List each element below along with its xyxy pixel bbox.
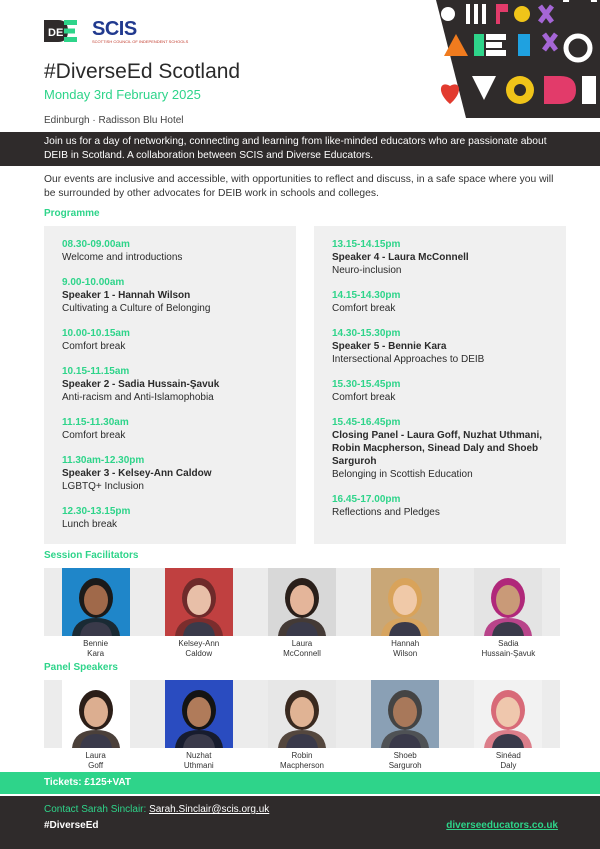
programme-description: Anti-racism and Anti-Islamophobia [62,392,214,403]
person-name [83,639,108,659]
person-last-name: Hussain-Şavuk [481,649,536,658]
facilitators-row [44,568,560,659]
programme-left-column [44,226,296,544]
programme-description: Cultivating a Culture of Belonging [62,303,211,314]
person-last-name: Sarguroh [388,761,422,770]
person-card [56,568,136,659]
person-photo [474,568,542,636]
person-card [365,568,445,659]
logos [44,16,188,46]
scis-logo-subtitle: SCOTTISH COUNCIL OF INDEPENDENT SCHOOLS [92,38,189,44]
person-photo [62,680,130,748]
person-first-name: Nuzhat [186,751,212,760]
person-name [178,639,219,659]
programme-item [332,289,548,315]
person-first-name: Sadia [498,639,519,648]
programme-description: Belonging in Scottish Education [332,469,473,480]
person-photo [62,568,130,636]
contact-email-link[interactable]: Sarah.Sinclair@scis.org.uk [149,804,270,815]
intro-text: Our events are inclusive and accessible, with opportunities to reflect and discuss, in a safe space where you will be surrounded by other advocates for DEIB work in schools and colleges. [44,174,554,199]
person-name [85,751,105,771]
facilitators-heading: Session Facilitators [44,550,139,561]
person-card [159,680,239,771]
person-first-name: Sinéad [495,751,521,760]
person-card [468,568,548,659]
event-location: Edinburgh · Radisson Blu Hotel [44,115,184,126]
person-card [262,680,342,771]
programme-time: 16.45-17.00pm [332,494,401,505]
person-photo [268,680,336,748]
person-first-name: Shoeb [393,751,417,760]
person-name [496,751,521,771]
programme-time: 12.30-13.15pm [62,506,131,517]
tickets-price: Tickets: £125+VAT [0,772,600,794]
person-card [262,568,342,659]
programme-speaker: Speaker 4 - Laura McConnell [332,252,469,263]
person-last-name: Uthmani [183,761,214,770]
contact-label: Contact Sarah Sinclair: [44,804,147,815]
programme-speaker: Closing Panel - Laura Goff, Nuzhat Uthmani, Robin Macpherson, Sinead Daly and Shoeb Sarguroh [332,430,543,467]
person-last-name: Daly [500,761,517,770]
diverse-educators-logo [44,16,78,46]
programme-item [62,505,278,531]
person-first-name: Robin [291,751,313,760]
person-photo [474,680,542,748]
programme-time: 11.30am-12.30pm [62,455,145,466]
programme-time: 15.45-16.45pm [332,417,401,428]
programme-time: 14.15-14.30pm [332,290,401,301]
programme-description: Reflections and Pledges [332,507,440,518]
programme-time: 10.15-11.15am [62,366,130,377]
person-card [365,680,445,771]
programme-item [332,327,548,366]
person-photo [165,568,233,636]
intro-banner: Join us for a day of networking, connecting and learning from like-minded educators who are passionate about DEIB in Scotland. A collaboration between SCIS and Diverse Educators. [0,132,600,166]
programme-time: 9.00-10.00am [62,277,125,288]
person-name [391,639,419,659]
programme-description: Intersectional Approaches to DEIB [332,354,485,365]
programme-description: Comfort break [332,392,396,403]
programme-item [62,365,278,404]
programme-item [62,238,278,264]
person-photo [371,568,439,636]
programme-time: 08.30-09.00am [62,239,130,250]
programme-speaker: Speaker 3 - Kelsey-Ann Caldow [62,468,212,479]
person-photo [371,680,439,748]
person-last-name: McConnell [283,649,321,658]
event-date: Monday 3rd February 2025 [44,87,201,102]
scis-logo [92,19,188,44]
person-last-name: Caldow [185,649,213,658]
person-first-name: Kelsey-Ann [178,639,220,648]
person-name [481,639,535,659]
panel-heading: Panel Speakers [44,662,118,673]
programme-time: 11.15-11.30am [62,417,129,428]
panel-row [44,680,560,771]
person-card [159,568,239,659]
programme-time: 13.15-14.15pm [332,239,401,250]
person-last-name: Macpherson [279,761,324,770]
person-card [56,680,136,771]
person-last-name: Wilson [393,649,418,658]
person-name [389,751,422,771]
scis-logo-text: SCIS [92,17,137,40]
programme-time: 15.30-15.45pm [332,379,401,390]
hashtag: #DiverseEd [44,820,99,831]
website-link[interactable]: diverseeducators.co.uk [446,820,558,831]
programme-heading: Programme [44,208,100,219]
person-first-name: Laura [291,639,313,648]
person-first-name: Laura [85,751,106,760]
programme-description: Welcome and introductions [62,252,183,263]
programme-item [62,276,278,315]
programme-item [332,493,548,519]
programme-speaker: Speaker 5 - Bennie Kara [332,341,447,352]
person-last-name: Goff [88,761,104,770]
programme-item [332,416,548,481]
person-photo [165,680,233,748]
programme-description: Comfort break [62,430,126,441]
svg-text:DE: DE [48,27,64,39]
person-name [283,639,321,659]
programme-description: Neuro-inclusion [332,265,402,276]
contact-line [44,804,269,815]
programme-speaker: Speaker 2 - Sadia Hussain-Şavuk [62,379,220,390]
programme-item [332,238,548,277]
page-title: #DiverseEd Scotland [44,60,241,83]
person-photo [268,568,336,636]
person-first-name: Bennie [83,639,109,648]
programme-item [62,327,278,353]
programme-description: Comfort break [62,341,126,352]
programme-time: 10.00-10.15am [62,328,130,339]
programme-description: Comfort break [332,303,396,314]
programme-description: LGBTQ+ Inclusion [62,481,144,492]
person-first-name: Hannah [391,639,420,648]
programme-time: 14.30-15.30pm [332,328,401,339]
programme-description: Lunch break [62,519,118,530]
header [0,0,600,135]
person-card [468,680,548,771]
programme-item [62,416,278,442]
programme-speaker: Speaker 1 - Hannah Wilson [62,290,191,301]
programme-item [332,378,548,404]
decorative-artwork [436,0,600,118]
footer [0,796,600,849]
person-name [280,751,324,771]
person-name [184,751,214,771]
programme-right-column [314,226,566,544]
programme-item [62,454,278,493]
person-last-name: Kara [87,649,105,658]
